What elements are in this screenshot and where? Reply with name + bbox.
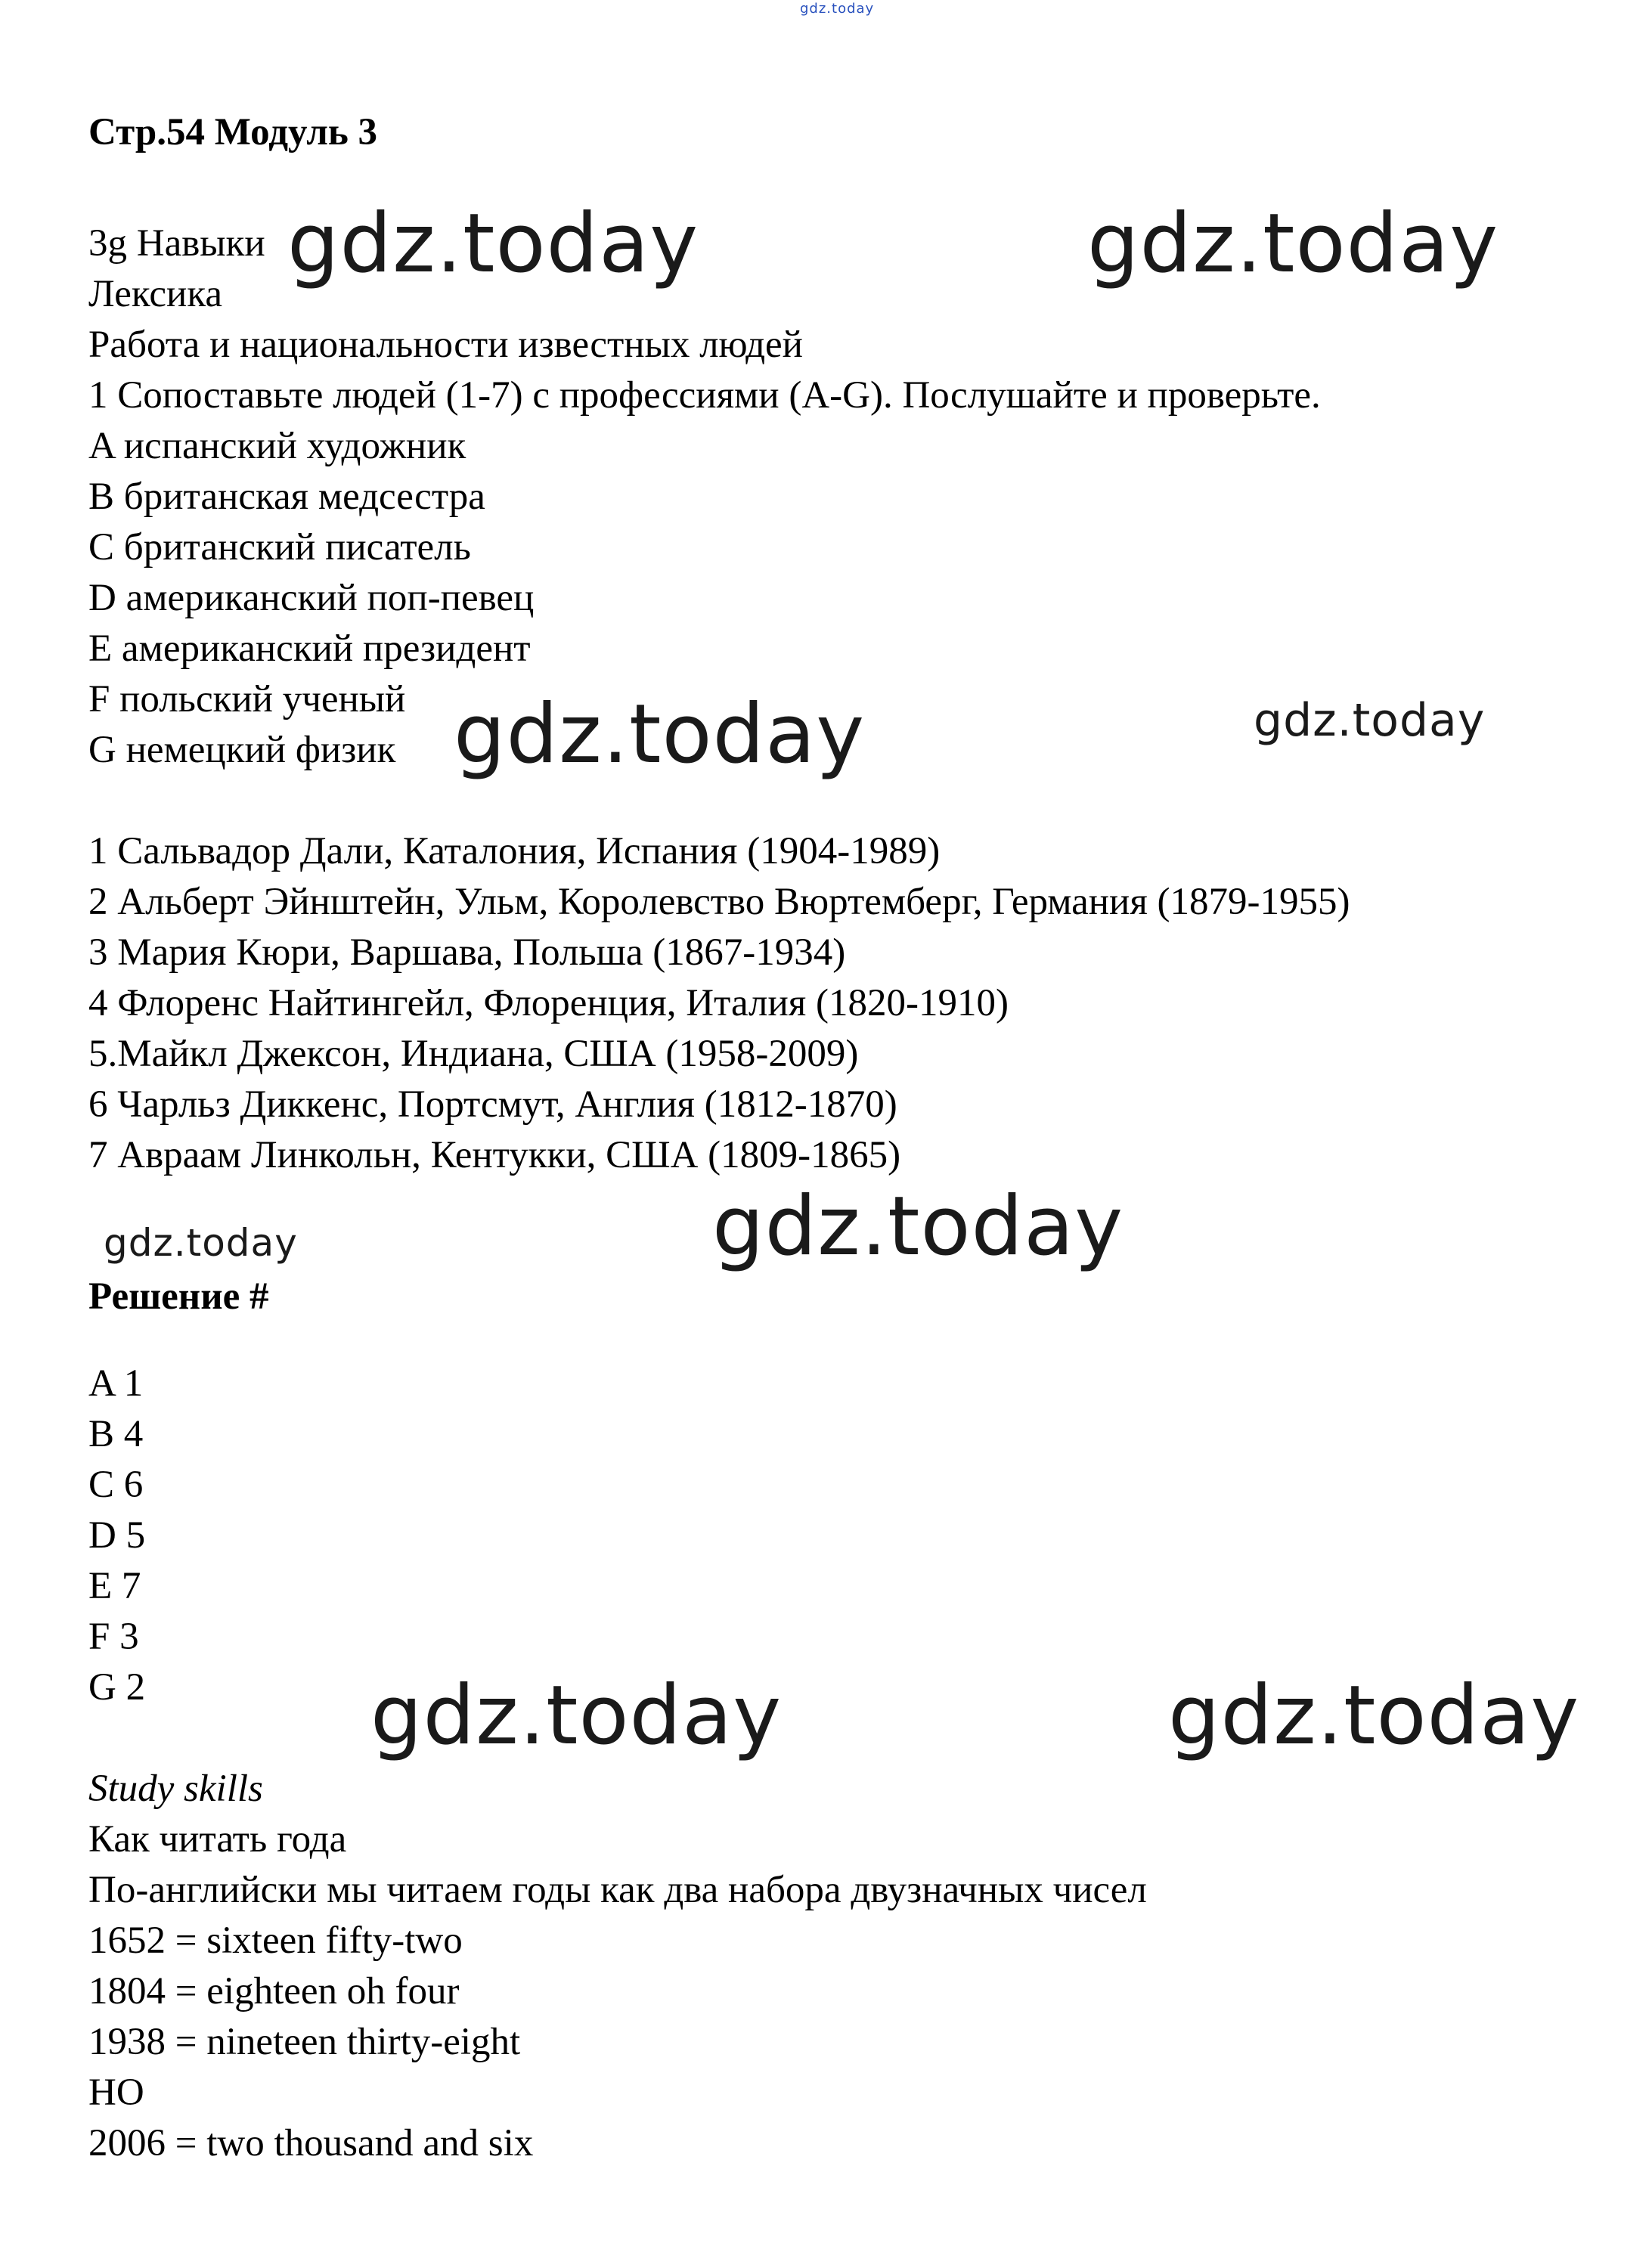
profession-item: G немецкий физик bbox=[88, 729, 396, 771]
watermark: gdz.today bbox=[712, 1179, 1124, 1274]
solution-heading: Решение # bbox=[88, 1275, 269, 1318]
year-example: 1804 = eighteen oh four bbox=[88, 1970, 460, 2012]
watermark: gdz.today bbox=[454, 687, 866, 782]
answer-item: F 3 bbox=[88, 1616, 139, 1658]
year-example: 1652 = sixteen fifty-two bbox=[88, 1920, 463, 1962]
answer-item: D 5 bbox=[88, 1514, 146, 1557]
person-item: 4 Флоренс Найтингейл, Флоренция, Италия (1820-1910) bbox=[88, 982, 1009, 1024]
profession-item: F польский ученый bbox=[88, 678, 406, 720]
year-example: 2006 = two thousand and six bbox=[88, 2122, 534, 2164]
profession-item: A испанский художник bbox=[88, 425, 466, 467]
watermark: gdz.today bbox=[104, 1221, 298, 1265]
person-item: 5.Майкл Джексон, Индиана, США (1958-2009) bbox=[88, 1033, 859, 1075]
person-item: 1 Сальвадор Дали, Каталония, Испания (1904-1989) bbox=[88, 830, 941, 872]
task-instruction: 1 Сопоставьте людей (1-7) с профессиями (A-G). Послушайте и проверьте. bbox=[88, 374, 1321, 417]
watermark: gdz.today bbox=[1254, 694, 1486, 747]
section-subtitle: Лексика bbox=[88, 273, 222, 315]
answer-item: C 6 bbox=[88, 1464, 144, 1506]
answer-item: G 2 bbox=[88, 1666, 146, 1709]
section-label: 3g Навыки bbox=[88, 222, 265, 265]
person-item: 7 Авраам Линкольн, Кентукки, США (1809-1865) bbox=[88, 1134, 901, 1176]
watermark-top: gdz.today bbox=[800, 1, 875, 17]
person-item: 3 Мария Кюри, Варшава, Польша (1867-1934) bbox=[88, 931, 846, 974]
person-item: 2 Альберт Эйнштейн, Ульм, Королевство Вюртемберг, Германия (1879-1955) bbox=[88, 881, 1350, 923]
profession-item: B британская медсестра bbox=[88, 476, 485, 518]
watermark: gdz.today bbox=[287, 197, 699, 291]
profession-item: E американский президент bbox=[88, 627, 531, 670]
page-title: Стр.54 Модуль 3 bbox=[88, 111, 378, 153]
watermark: gdz.today bbox=[1087, 197, 1499, 291]
year-example: 1938 = nineteen thirty-eight bbox=[88, 2021, 521, 2063]
answer-item: B 4 bbox=[88, 1413, 144, 1455]
year-example: НО bbox=[88, 2071, 144, 2114]
section-topic: Работа и национальности известных людей bbox=[88, 324, 803, 366]
person-item: 6 Чарльз Диккенс, Портсмут, Англия (1812-1870) bbox=[88, 1083, 897, 1126]
study-skills-intro: По-английски мы читаем годы как два набора двузначных чисел bbox=[88, 1869, 1147, 1911]
study-skills-heading: Study skills bbox=[88, 1768, 263, 1810]
watermark: gdz.today bbox=[1168, 1669, 1580, 1763]
watermark: gdz.today bbox=[370, 1669, 783, 1763]
answer-item: E 7 bbox=[88, 1565, 141, 1607]
profession-item: D американский поп-певец bbox=[88, 577, 535, 619]
profession-item: C британский писатель bbox=[88, 526, 471, 569]
answer-item: A 1 bbox=[88, 1362, 144, 1405]
study-skills-subtitle: Как читать года bbox=[88, 1818, 347, 1861]
